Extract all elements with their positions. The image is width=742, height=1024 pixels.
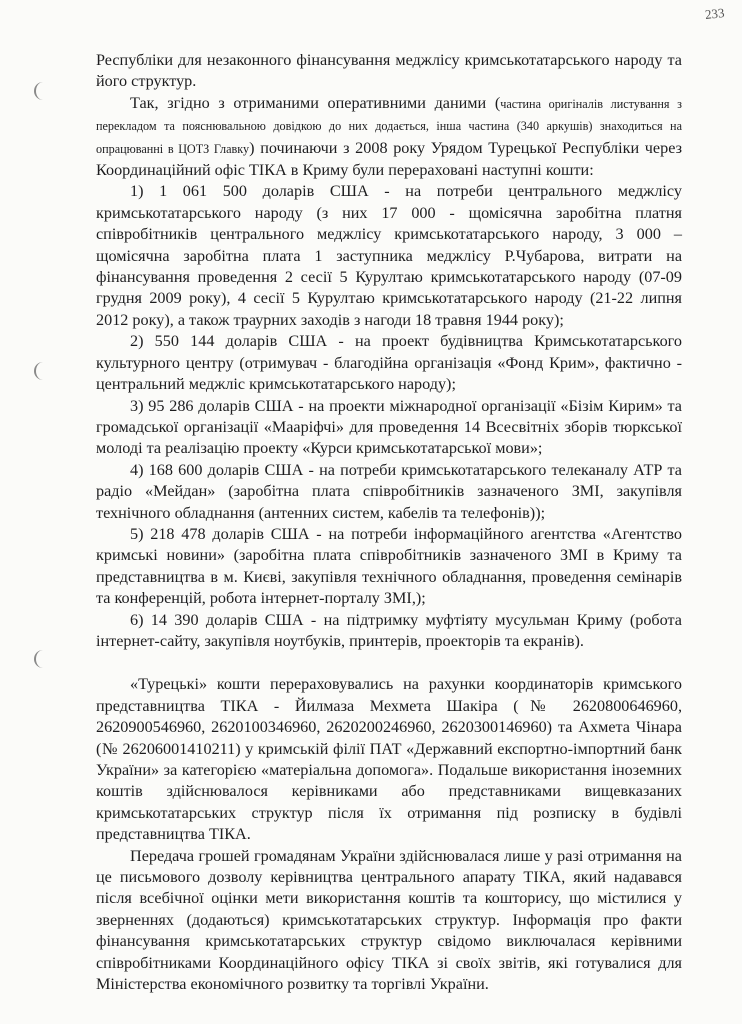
punch-hole-bottom: [34, 650, 52, 668]
paragraph-accounts: «Турецькі» кошти перераховувались на рахунки координаторів кримського представництва ТІКА - Йилмаза Мехмета Шакіра (№ 2620800646960, 2620900546960, 2620100346960, 2620200246960, 2620300146960) та Ахмета Чінара (№ 26206001410211) у кримській філії ПАТ «Державний експортно-імпортний банк України» за категорією «матеріальна допомога». Подальше використання іноземних коштів здійснювалося керівниками або представниками вищевказаних кримськотатарських структур після їх отримання під розписку в будівлі представництва ТІКА.: [96, 675, 682, 844]
list-item-1: 1) 1 061 500 доларів США - на потреби центрального меджлісу кримськотатарського народу (з них 17 000 - щомісячна заробітна платня співробітників центрального меджлісу кримськотатарського народу, 3 000 – щомісячна заробітна плата 1 заступника меджлісу Р.Чубарова, витрати на фінансування проведення 2 сесії 5 Курултаю кримськотатарського народу (07-09 грудня 2009 року), 4 сесії 5 Курултаю кримськотатарського народу (21-22 липня 2012 року), а також траурних заходів з нагоди 18 травня 1944 року);: [96, 182, 682, 329]
page-number: 233: [703, 5, 725, 22]
paragraph-operational-data: [96, 93, 682, 182]
paragraph-gap: [96, 652, 682, 674]
list-item-3: 3) 95 286 доларів США - на проекти міжнародної організації «Бізім Кирим» та громадської організації «Мааріфчі» для проведення 14 Всесвітніх зборів тюркської молоді та реалізацію проекту «Курси кримськотатарської мови»;: [96, 396, 682, 458]
list-item-6: 6) 14 390 доларів США - на підтримку муфтіяту мусульман Криму (робота інтернет-сайту, закупівля ноутбуків, принтерів, проекторів та екранів).: [96, 610, 682, 650]
paragraph-note-small: частина оригіналів листування з перекладом та пояснювальною довідкою до них додається, інша частина (340 аркушів) знаходиться на опрацюванні в ЦОТЗ Главку: [96, 96, 682, 156]
punch-hole-middle: [34, 362, 52, 380]
paragraph-intro: Республіки для незаконного фінансування меджлісу кримськотатарського народу та його структур.: [96, 51, 682, 91]
document-body: [96, 50, 682, 995]
list-item-2: 2) 550 144 доларів США - на проект будівництва Кримськотатарського культурного центру (отримувач - благодійна організація «Фонд Крим», фактично - центральний меджліс кримськотатарського народу);: [96, 332, 682, 394]
paragraph-text-start: Так, згідно з отриманими оперативними даними (: [130, 93, 501, 112]
paragraph-transfer: Передача грошей громадянам України здійснювалася лише у разі отримання на це письмового дозволу керівництва центрального апарату ТІКА, який надавався після всебічної оцінки мети використання коштів та кошторису, що містилися у зверненнях (додаються) кримськотатарських структур. Інформація про факти фінансування кримськотатарських структур свідомо виключалася керівними співробітниками Координаційного офісу ТІКА зі своїх звітів, які готувалися для Міністерства економічного розвитку та торгівлі України.: [96, 846, 682, 994]
list-item-4: 4) 168 600 доларів США - на потреби кримськотатарського телеканалу АТР та радіо «Мейдан» (заробітна плата співробітників зазначеного ЗМІ, закупівля технічного обладнання (антенних систем, кабелів та телефонів));: [96, 460, 682, 522]
list-item-5: 5) 218 478 доларів США - на потреби інформаційного агентства «Агентство кримські новини» (заробітна плата співробітників зазначеного ЗМІ в Криму та представництва в м. Києві, закупівля технічного обладнання, проведення семінарів та конференцій, робота інтернет-порталу ЗМІ,);: [96, 524, 682, 608]
paragraph-text-end: ) починаючи з 2008 року Урядом Турецької Республіки через Координаційний офіс ТІКА в Криму були перераховані наступні кошти:: [96, 138, 682, 180]
punch-hole-top: [34, 82, 52, 100]
